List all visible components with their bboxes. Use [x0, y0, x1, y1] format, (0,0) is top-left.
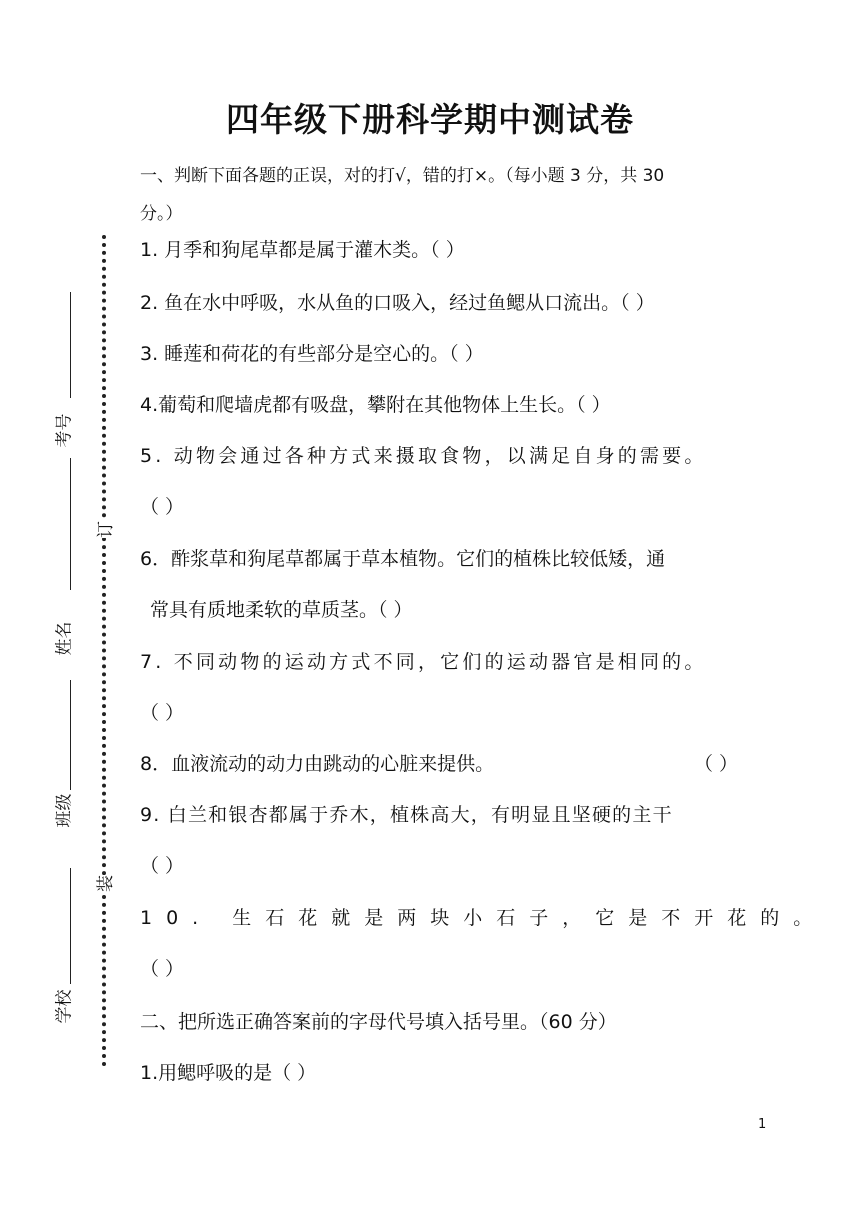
section2-heading: 二、把所选正确答案前的字母代号填入括号里。（60 分） [140, 1011, 617, 1033]
binding-mark-zhuang: 装 [87, 875, 120, 892]
section2-question-1: 1.用鳃呼吸的是（ ） [140, 1062, 317, 1084]
question-10: 10. 生石花就是两块小石子，它是不开花的。 [140, 907, 827, 929]
school-line [70, 868, 71, 984]
question-1: 1. 月季和狗尾草都是属于灌木类。（ ） [140, 239, 465, 261]
question-6-cont: 常具有质地柔软的草质茎。（ ） [150, 599, 413, 621]
binding-mark-ding: 订 [87, 521, 120, 538]
class-line [70, 680, 71, 790]
page-number: 1 [758, 1117, 767, 1132]
question-10-answer: （ ） [140, 958, 185, 980]
exam-number-line [70, 292, 71, 398]
question-3: 3. 睡莲和荷花的有些部分是空心的。（ ） [140, 343, 484, 365]
question-9: 9. 白兰和银杏都属于乔木，植株高大，有明显且坚硬的主干 [140, 804, 673, 826]
name-label: 姓名 [54, 621, 75, 656]
question-4: 4.葡萄和爬墙虎都有吸盘，攀附在其他物体上生长。（ ） [140, 394, 611, 416]
exam-number-label: 考号 [54, 413, 75, 448]
question-7: 7. 不同动物的运动方式不同，它们的运动器官是相同的。 [140, 651, 707, 673]
question-5: 5. 动物会通过各种方式来摄取食物，以满足自身的需要。 [140, 445, 707, 467]
school-label: 学校 [54, 989, 75, 1024]
section1-heading: 一、判断下面各题的正误，对的打√，错的打×。（每小题 3 分，共 30 [140, 166, 665, 186]
question-8: 8．血液流动的动力由跳动的心脏来提供。 [140, 753, 495, 775]
class-label: 班级 [54, 793, 75, 828]
question-8-answer: （ ） [694, 753, 739, 775]
question-5-answer: （ ） [140, 496, 185, 518]
name-line [70, 458, 71, 590]
question-2: 2. 鱼在水中呼吸，水从鱼的口吸入，经过鱼鳃从口流出。（ ） [140, 292, 655, 314]
question-6: 6．酢浆草和狗尾草都属于草本植物。它们的植株比较低矮，通 [140, 548, 666, 570]
question-7-answer: （ ） [140, 702, 185, 724]
binding-dotted-line [102, 235, 106, 1067]
page-title: 四年级下册科学期中测试卷 [226, 100, 634, 139]
section1-heading-cont: 分。） [140, 204, 183, 224]
question-9-answer: （ ） [140, 855, 185, 877]
